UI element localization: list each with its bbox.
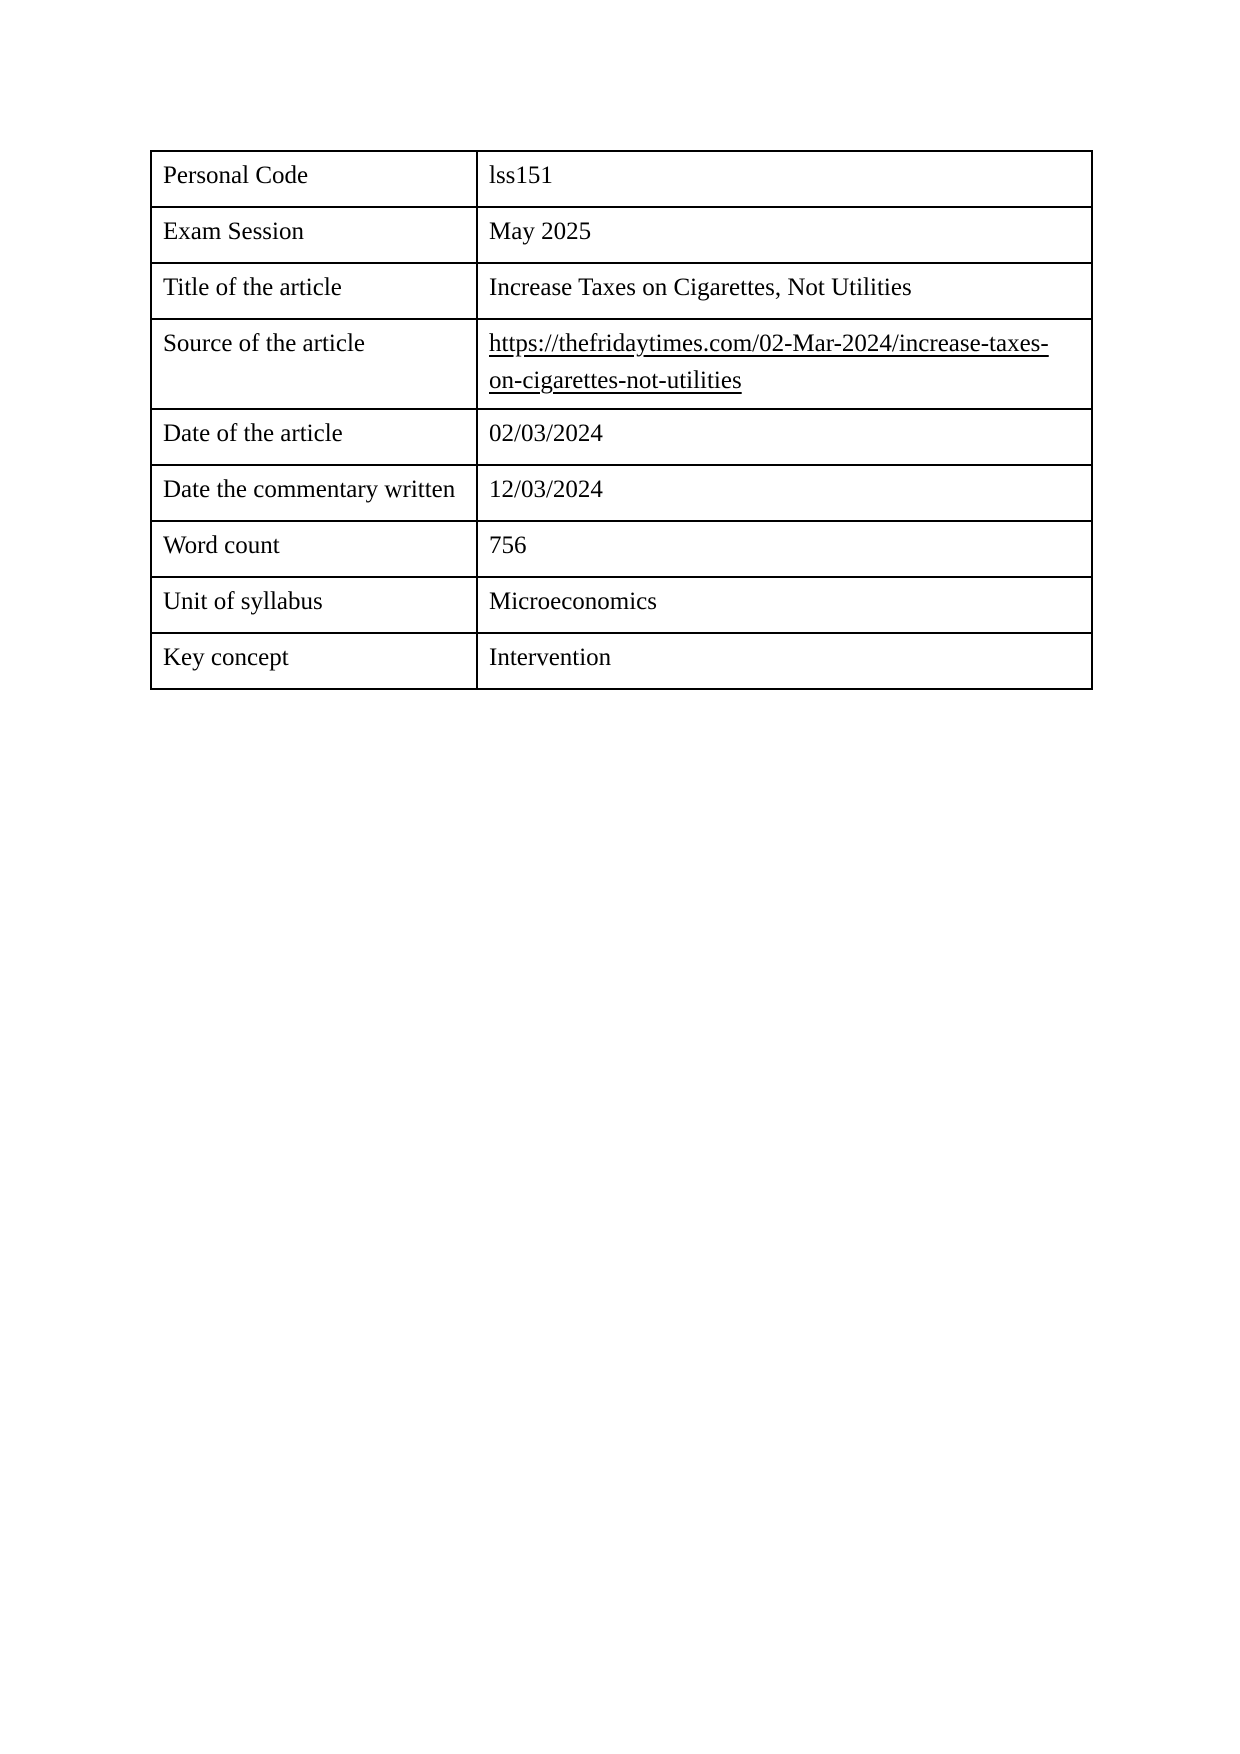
row-label: Unit of syllabus — [151, 577, 477, 633]
source-url-line-1: https://thefridaytimes.com/02-Mar-2024/increase-taxes- — [489, 330, 1049, 357]
row-label: Source of the article — [151, 319, 477, 409]
row-value: Microeconomics — [477, 577, 1092, 633]
row-value: lss151 — [477, 151, 1092, 207]
table-row — [151, 577, 1092, 633]
row-value: Increase Taxes on Cigarettes, Not Utilities — [477, 263, 1092, 319]
table-row — [151, 151, 1092, 207]
row-value: 02/03/2024 — [477, 409, 1092, 465]
row-label: Exam Session — [151, 207, 477, 263]
row-value — [477, 319, 1092, 409]
row-label: Date of the article — [151, 409, 477, 465]
row-label: Title of the article — [151, 263, 477, 319]
table-row — [151, 465, 1092, 521]
source-url-link[interactable] — [489, 325, 1081, 399]
row-value: 12/03/2024 — [477, 465, 1092, 521]
table-row — [151, 207, 1092, 263]
source-url-line-2: on-cigarettes-not-utilities — [489, 367, 742, 394]
row-label: Date the commentary written — [151, 465, 477, 521]
row-label: Key concept — [151, 633, 477, 689]
table-row — [151, 521, 1092, 577]
row-value: 756 — [477, 521, 1092, 577]
table-row — [151, 319, 1092, 409]
row-label: Personal Code — [151, 151, 477, 207]
table-row — [151, 263, 1092, 319]
row-label: Word count — [151, 521, 477, 577]
row-value: May 2025 — [477, 207, 1092, 263]
table-row — [151, 633, 1092, 689]
table-row — [151, 409, 1092, 465]
info-table — [150, 150, 1093, 690]
row-value: Intervention — [477, 633, 1092, 689]
